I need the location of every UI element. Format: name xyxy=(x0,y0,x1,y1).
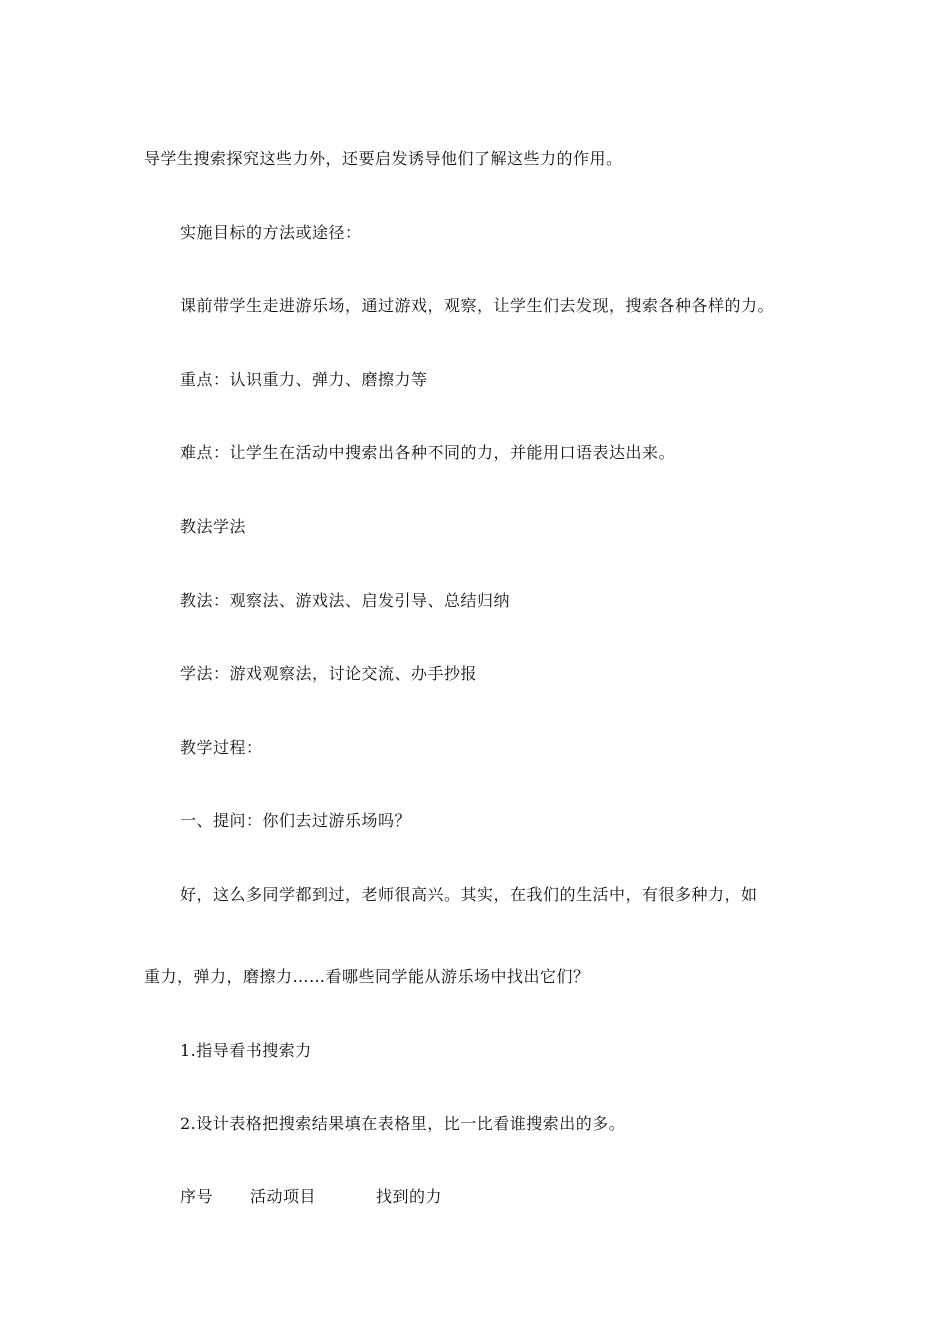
paragraph-4: 重点：认识重力、弹力、磨擦力等 xyxy=(180,370,428,389)
paragraph-14: 2.设计表格把搜索结果填在表格里，比一比看谁搜索出的多。 xyxy=(180,1114,626,1133)
paragraph-10: 一、提问：你们去过游乐场吗？ xyxy=(180,811,412,830)
paragraph-13: 1.指导看书搜索力 xyxy=(180,1041,312,1060)
paragraph-3: 课前带学生走进游乐场，通过游戏，观察，让学生们去发现，搜索各种各样的力。 xyxy=(180,296,775,315)
paragraph-6: 教法学法 xyxy=(180,517,247,536)
paragraph-2: 实施目标的方法或途径： xyxy=(180,223,362,242)
paragraph-8: 学法：游戏观察法，讨论交流、办手抄报 xyxy=(180,664,478,683)
paragraph-7: 教法：观察法、游戏法、启发引导、总结归纳 xyxy=(180,591,511,610)
paragraph-5: 难点：让学生在活动中搜索出各种不同的力，并能用口语表达出来。 xyxy=(180,443,676,462)
table-header-activity: 活动项目 xyxy=(250,1187,317,1206)
paragraph-11: 好，这么多同学都到过，老师很高兴。其实，在我们的生活中，有很多种力，如 xyxy=(180,885,758,904)
paragraph-12: 重力，弹力，磨擦力……看哪些同学能从游乐场中找出它们？ xyxy=(144,967,590,986)
paragraph-1: 导学生搜索探究这些力外，还要启发诱导他们了解这些力的作用。 xyxy=(144,149,623,168)
paragraph-9: 教学过程： xyxy=(180,738,263,757)
table-header-index: 序号 xyxy=(180,1187,214,1206)
table-header-force-found: 找到的力 xyxy=(376,1187,443,1206)
